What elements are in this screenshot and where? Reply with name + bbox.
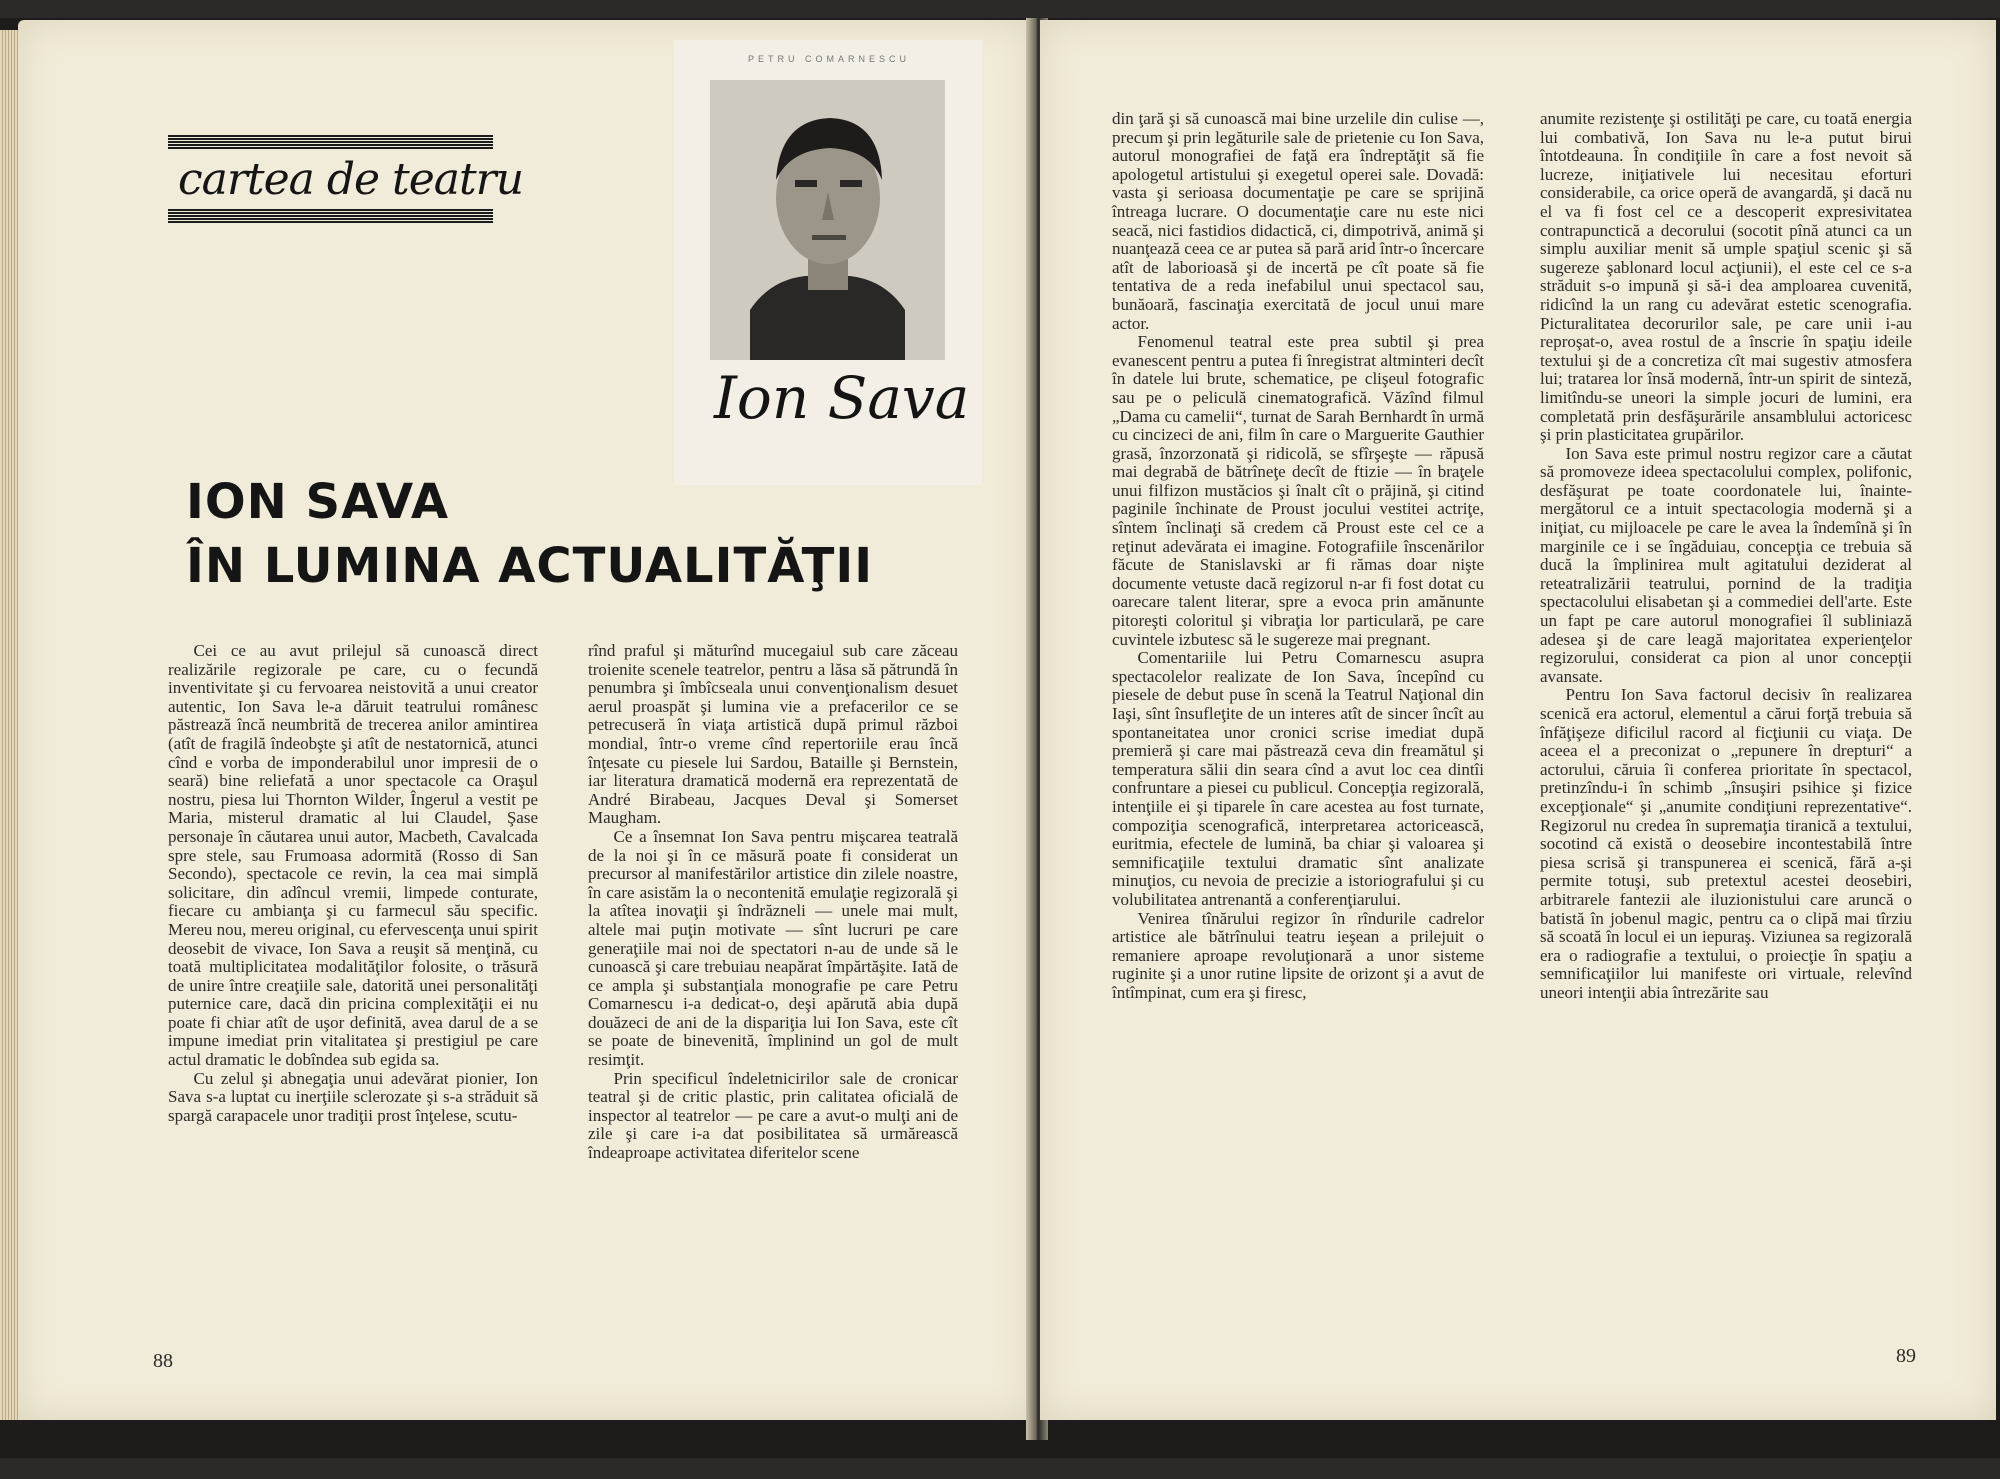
photo-caption: PETRU COMARNESCU xyxy=(747,54,910,64)
paragraph: Cu zelul şi abnegaţia unui adevărat pionier, Ion Sava s-a luptat cu inerţiile sclerozate şi s-a străduit să spargă carapacele unor tradiţii prost înţelese, scutu- xyxy=(168,1068,538,1125)
paragraph: Ce a însemnat Ion Sava pentru mişcarea teatrală de la noi şi în ce măsură poate fi considerat un precursor al manifestărilor artistice din zilele noastre, în care asistăm la o necontenită emulaţie regizorală şi la atîtea inovaţii şi îndrăzneli — unele mai mult, altele mai puţin motivate — sînt lucruri pe care generaţiile mai noi de spectatori n-au de unde să le cunoască şi care trebuiau neapărat împărtăşite. Iată de ce ampla şi substanţiala monografie pe care Petru Comarnescu i-a dedicat-o, deşi apărută abia după douăzeci de ani de la dispariţia lui Ion Sava, este cît se poate de binevenită, împlinind un gol de mult resimţit. xyxy=(588,826,958,1070)
paragraph: Ion Sava este primul nostru regizor care a căutat să promoveze ideea spectacolului complex, polifonic, desfăşurat pe toate coordonatele lui, înainte-mergătorul ce a intuit spectacologia modernă şi a iniţiat, cu mijloacele pe care le avea la îndemînă şi în marginile ce i se îngăduiau, concepţia ce trebuia să ducă la împlinirea mult agitatului deziderat al reteatralizării teatrului, pornind de la tradiţia spectacolului elisabetan şi a commediei dell'arte. Este un fapt pe care autorul monografiei îl subliniază adesea şi de care leagă majoritatea experienţelor regizorului, considerat ca pion al unor concepţii avansate. xyxy=(1540,443,1912,686)
right-column-2 xyxy=(1540,110,1912,1003)
page-number: 89 xyxy=(1896,1345,1916,1367)
portrait-image xyxy=(710,80,945,360)
paragraph: Pentru Ion Sava factorul decisiv în realizarea scenică era actorul, elementul a cărui forţă trebuia să înfăţişeze dificilul racord al ficţiunii cu viaţa. De aceea el a preconizat o „repunere în drepturi“ a actorului, căruia îi conferea prioritate în spectacol, pretinzîndu-i în schimb „însuşiri psihice şi fizice excepţionale“ şi „anumite condiţiuni reprezentative“. Regizorul nu credea în supremaţia tiranică a textului, socotind că există o deosebire incontestabilă între piesa scrisă şi transpunerea ei scenică, fără a-şi permite totuşi, sub pretextul acestei deosebiri, arbitrarele fantezii ale iluzionistului care aruncă o batistă în jobenul magic, pentru ca o clipă mai tîrziu să scoată în locul ei un iepuraş. Viziunea sa regizorală era o radiografie a textului, o proiecţie în spaţiu a semnificaţiilor lui manifeste ori virtuale, relevînd uneori intenţii abia întrezărite sau xyxy=(1540,685,1912,1002)
page-number: 88 xyxy=(153,1350,173,1372)
right-column-1 xyxy=(1112,110,1484,1003)
article-headline xyxy=(186,470,873,598)
paragraph: Comentariile lui Petru Comarnescu asupra spectacolelor realizate de Ion Sava, începînd cu piesele de debut puse în scenă la Teatrul Naţional din Iaşi, sînt însufleţite de un interes atît de sincer încît au spontaneitatea unor cronici scrise imediat după premieră şi care mai păstrează ceva din freamătul şi temperatura sălii din seara cînd a avut loc cea dintîi confruntare a piesei cu publicul. Concepţia regizorală, intenţiile ei şi tiparele în care acestea au fost turnate, compoziţia scenografică, interpretarea actoricească, euritmia, efectele de lumină, ba chiar şi valoarea şi semnificaţiile textului dramatic sînt analizate minuţios, cu nevoia de precizie a istoriografului şi cu volubilitatea antrenantă a conferenţiarului. xyxy=(1112,648,1484,909)
left-column-2 xyxy=(588,642,958,1163)
section-logo-text: cartea de teatru xyxy=(178,154,524,205)
headline-line-1: ION SAVA xyxy=(186,474,450,530)
paragraph: Cei ce au avut prilejul să cunoască direct realizările regizorale pe care, cu o fecundă inventivitate şi cu fervoarea neistovită a unui creator autentic, Ion Sava le-a dăruit teatrului românesc păstrează încă neumbrită de trecerea anilor amintirea (atît de fragilă îndeobşte şi atît de nestatornică, atunci cînd e vorba de imponderabilul unor impresii de o seară) bine reliefată a unor spectacole ca Oraşul nostru, piesa lui Thornton Wilder, Îngerul a vestit pe Maria, misterul dramatic al lui Claudel, Şase personaje în căutarea unui autor, Macbeth, Cavalcada spre stele, sau Frumoasa adormită (Rosso di San Secondo), spectacole ce revin, la cea mai simplă solicitare, din adîncul vremii, limpede conturate, fiecare cu ambianţa şi cu farmecul său specific. Mereu nou, mereu original, cu efervescenţa unui spirit deosebit de vivace, Ion Sava a reuşit să menţină, cu toată multiplicitatea modalităţilor folosite, o trăsură de unire între creaţiile sale, datorită unei personalităţi puternice care, dacă din pricina complexităţii ei nu poate fi chiar atît de uşor definită, avea darul de a se impune imediat prin vitalitatea şi prestigiul pe care actul dramatic le dobîndea sub egida sa. xyxy=(168,641,538,1070)
left-page xyxy=(18,20,1032,1420)
headline-line-2: ÎN LUMINA ACTUALITĂŢII xyxy=(186,538,874,594)
paragraph: Fenomenul teatral este prea subtil şi prea evanescent pentru a putea fi înregistrat altminteri decît în datele lui brute, schematice, pe clişeul fotografic sau pe o peliculă cinematografică. Văzînd filmul „Dama cu camelii“, turnat de Sarah Bernhardt în urmă cu cincizeci de ani, film în care o Marguerite Gauthier grasă, înzorzonată şi ridicolă, se sfîrşeşte — răpusă mai degrabă de bătrîneţe decît de ftizie — în braţele unui filfizon mustăcios şi înalt cît o prăjină, şi citind paginile închinate de Proust jocului vestitei actriţe, sîntem înclinaţi să credem că Proust este cel ce a reţinut adevărata ei imagine. Fotografiile înscenărilor făcute de Stanislavski ar fi rămas doar nişte documente vetuste dacă regizorul n-ar fi fost dotat cu oarecare talent literar, spre a evoca prin amănunte pitoreşti coloritul şi vibraţia lor particulară, pe care cuvintele izbutesc să le sugereze mai pregnant. xyxy=(1112,332,1484,649)
paragraph: Prin specificul îndeletnicirilor sale de cronicar teatral şi de critic plastic, prin calitatea oficială de inspector al teatrelor — pe care a avut-o mulţi ani de zile şi care i-a dat posibilitatea să urmărească îndeaproape activitatea diferitelor scene xyxy=(588,1068,958,1163)
right-page xyxy=(1040,20,1996,1420)
author-photo xyxy=(674,40,982,485)
left-column-1 xyxy=(168,642,538,1125)
signature: Ion Sava xyxy=(714,364,970,432)
paragraph: din ţară şi să cunoască mai bine urzelile din culise —, precum şi prin legăturile sale de prietenie cu Ion Sava, autorul monografiei de faţă era îndreptăţit să fie apologetul artistului şi exegetul operei sale. Dovadă: vasta şi serioasa documentaţie pe care se sprijină întreaga lucrare. O documentaţie care nu este nici seacă, nici fastidios didactică, ci, dimpotrivă, animă şi nuanţează ceea ce ar putea să pară arid într-o încercare atît de laborioasă şi de incertă pe cît poate să fie tentativa de a reda inefabilul unui spectacol sau, bunăoară, fascinaţia exercitată de jocul unui mare actor. xyxy=(1112,109,1484,333)
logo-top-bar xyxy=(168,135,493,149)
paragraph: Venirea tînărului regizor în rîndurile cadrelor artistice ale bătrînului teatru ieşean a prilejuit o remaniere aproape revoluţionară a unor sisteme ruginite şi a unor rutine lipsite de orizont şi a avut de întîmpinat, cum era şi firesc, xyxy=(1112,908,1484,1002)
paragraph: anumite rezistenţe şi ostilităţi pe care, cu toată energia lui combativă, Ion Sava nu le-a putut birui întotdeauna. În condiţiile în care a fost nevoit să lucreze, iniţiativele lui necesitau eforturi considerabile, ca orice operă de avangardă, şi dacă nu el va fi fost cel ce a descoperit expresivitatea contrapunctică a decorului (socotit pînă atunci ca un simplu auxiliar menit să umple spaţiul scenic şi să sugereze şablonard locul acţiunii), el este cel ce s-a străduit s-o impună şi să-i dea amploarea cuvenită, ridicînd la un rang cu adevărat estetic scenografia. Picturalitatea decorurilor sale, pe care unii i-au reproşat-o, avea rostul de a înscrie în spaţiu ideile textului şi de a concretiza cît mai sugestiv atmosfera lui; tratarea lor însă modernă, într-un spirit de sinteză, limitîndu-se uneori la simple jocuri de lumini, era completată prin desfăşurările ansamblului actoricesc şi prin plasticitatea grupărilor. xyxy=(1540,109,1912,445)
logo-bottom-bar xyxy=(168,209,493,223)
section-logo xyxy=(168,135,524,225)
paragraph: rînd praful şi măturînd mucegaiul sub care zăceau troienite scenele teatrelor, pentru a lăsa să pătrundă în penumbra şi îmbîcseala unui convenţionalism desuet aerul proaspăt şi lumina vie a prefacerilor ce se petrecuseră în viaţa artistică după primul război mondial, într-o vreme cînd repertoriile erau încă înţesate cu piesele lui Sardou, Bataille şi Bernstein, iar literatura dramatică modernă era reprezentată de André Birabeau, Jacques Deval şi Somerset Maugham. xyxy=(588,641,958,828)
